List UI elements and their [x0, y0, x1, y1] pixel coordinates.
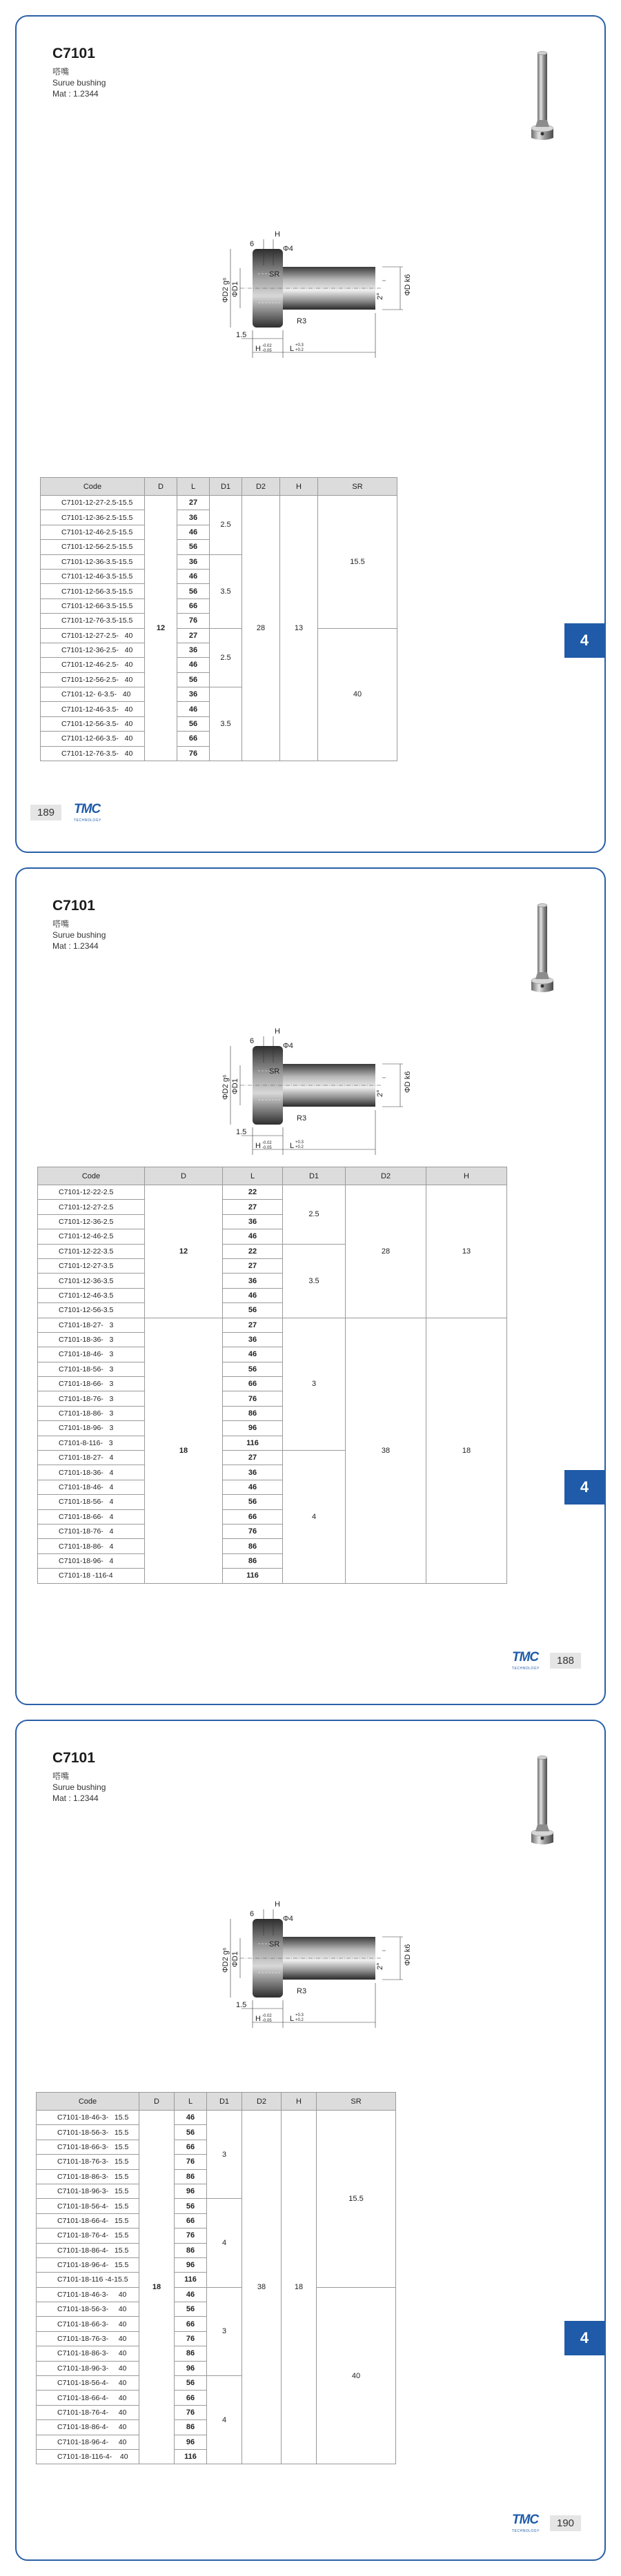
brand-logo: TMC TECHNOLOGY — [512, 1650, 540, 1671]
cell-l: 96 — [175, 2361, 207, 2375]
cell-code: C7101-12-46-3.5-15.5 — [41, 569, 145, 583]
product-name-en: Surue bushing — [52, 78, 106, 88]
cell-sr: 15.5 — [318, 496, 397, 629]
cell-code: C7101-18-116 -4-15.5 — [37, 2273, 139, 2287]
column-header-sr: SR — [317, 2093, 396, 2111]
cell-l: 56 — [175, 2376, 207, 2391]
column-header-h: H — [426, 1167, 507, 1185]
cell-l: 56 — [177, 540, 210, 554]
cell-code: C7101-12-22-2.5 — [38, 1185, 145, 1200]
cell-code: C7101-12-56-2.5- 40 — [41, 672, 145, 687]
cell-l: 27 — [223, 1451, 283, 1465]
cell-l: 56 — [175, 2125, 207, 2140]
cell-l: 36 — [223, 1465, 283, 1480]
cell-l: 66 — [223, 1377, 283, 1391]
column-header-l: L — [175, 2093, 207, 2111]
cell-l: 56 — [223, 1495, 283, 1509]
cell-d2: 28 — [346, 1185, 426, 1318]
cell-code: C7101-18-66-3- 40 — [37, 2317, 139, 2331]
cell-h: 13 — [426, 1185, 507, 1318]
table-row — [41, 496, 397, 510]
cell-code: C7101-12-27-2.5- 40 — [41, 628, 145, 643]
cell-l: 66 — [223, 1509, 283, 1524]
cell-sr: 40 — [318, 628, 397, 761]
cell-l: 86 — [175, 2243, 207, 2257]
cell-code: C7101-18-66-4- 40 — [37, 2391, 139, 2405]
catalog-page-190 — [15, 1720, 606, 2561]
cell-code: C7101-12-36-2.5- 40 — [41, 643, 145, 657]
cell-l: 46 — [223, 1480, 283, 1494]
cell-code: C7101-18-86-3- 15.5 — [37, 2169, 139, 2184]
column-header-d: D — [145, 478, 177, 496]
cell-d: 12 — [145, 1185, 223, 1318]
cell-d1: 4 — [207, 2376, 242, 2464]
catalog-page-188 — [15, 867, 606, 1705]
brand-logo: TMC TECHNOLOGY — [512, 2513, 540, 2533]
column-header-d1: D1 — [210, 478, 242, 496]
product-name-cn: 嗒嘴 — [52, 919, 70, 929]
cell-code: C7101-18-96-3- 15.5 — [37, 2184, 139, 2198]
cell-code: C7101-18-56-4- 15.5 — [37, 2199, 139, 2213]
product-name-en: Surue bushing — [52, 1782, 106, 1792]
column-header-code: Code — [41, 478, 145, 496]
cell-sr: 40 — [317, 2287, 396, 2464]
cell-code: C7101-18-86-4- 40 — [37, 2420, 139, 2435]
cell-code: C7101-18-96- 3 — [38, 1421, 145, 1436]
cell-code: C7101-18-76- 3 — [38, 1391, 145, 1406]
cell-code: C7101-18-27- 3 — [38, 1318, 145, 1332]
cell-code: C7101-18-66-4- 15.5 — [37, 2213, 139, 2228]
cell-l: 66 — [175, 2213, 207, 2228]
cell-l: 76 — [223, 1391, 283, 1406]
cell-l: 66 — [177, 598, 210, 613]
cell-l: 56 — [175, 2199, 207, 2213]
table-row — [37, 2111, 396, 2125]
column-header-sr: SR — [318, 478, 397, 496]
cell-code: C7101-12-27-2.5-15.5 — [41, 496, 145, 510]
table-row — [38, 1318, 507, 1332]
section-tab[interactable]: 4 — [564, 623, 604, 658]
cell-l: 22 — [223, 1244, 283, 1258]
cell-code: C7101-12-27-3.5 — [38, 1258, 145, 1273]
product-photo — [529, 1755, 556, 1859]
cell-l: 86 — [223, 1553, 283, 1568]
page-number: 189 — [30, 805, 61, 821]
cell-l: 46 — [175, 2111, 207, 2125]
cell-d2: 28 — [242, 496, 280, 761]
cell-d: 18 — [145, 1318, 223, 1583]
column-header-d2: D2 — [346, 1167, 426, 1185]
cell-code: C7101-12-46-3.5 — [38, 1288, 145, 1302]
cell-code: C7101-18-56- 3 — [38, 1362, 145, 1376]
cell-l: 46 — [177, 569, 210, 583]
product-material: Mat : 1.2344 — [52, 89, 99, 99]
page-number: 190 — [550, 2515, 581, 2531]
cell-d1: 3 — [207, 2287, 242, 2375]
cell-code: C7101-12-56-3.5- 40 — [41, 716, 145, 731]
cell-l: 36 — [223, 1332, 283, 1347]
cell-l: 116 — [175, 2273, 207, 2287]
cell-code: C7101-12- 6-3.5- 40 — [41, 687, 145, 702]
product-material: Mat : 1.2344 — [52, 1793, 99, 1803]
column-header-h: H — [282, 2093, 317, 2111]
cell-code: C7101-12-46-2.5 — [38, 1229, 145, 1244]
cell-code: C7101-18-56-3- 40 — [37, 2302, 139, 2317]
cell-code: C7101-18-56-4- 40 — [37, 2376, 139, 2391]
cell-d1: 4 — [207, 2199, 242, 2287]
cell-code: C7101-18-96-4- 40 — [37, 2435, 139, 2449]
cell-l: 96 — [175, 2257, 207, 2272]
cell-code: C7101-18-86- 4 — [38, 1539, 145, 1553]
cell-l: 27 — [223, 1200, 283, 1214]
table-row — [37, 2287, 396, 2302]
cell-code: C7101-18-76- 4 — [38, 1524, 145, 1538]
cell-l: 116 — [223, 1436, 283, 1450]
cell-l: 96 — [175, 2435, 207, 2449]
spec-table — [37, 1167, 507, 1584]
cell-l: 76 — [223, 1524, 283, 1538]
cell-d1: 3 — [207, 2111, 242, 2199]
cell-d1: 2.5 — [283, 1185, 346, 1245]
cell-code: C7101-18-66-3- 15.5 — [37, 2140, 139, 2154]
cell-l: 66 — [175, 2317, 207, 2331]
cell-h: 18 — [426, 1318, 507, 1583]
technical-drawing — [155, 199, 444, 382]
brand-logo: TMC TECHNOLOGY — [74, 802, 102, 823]
cell-code: C7101-12-36-2.5 — [38, 1214, 145, 1229]
cell-code: C7101-12-56-3.5 — [38, 1303, 145, 1318]
cell-l: 56 — [175, 2302, 207, 2317]
technical-drawing — [155, 996, 444, 1179]
cell-code: C7101-18-96-3- 40 — [37, 2361, 139, 2375]
spec-table — [40, 477, 397, 761]
product-photo — [529, 51, 556, 154]
cell-code: C7101-18-76-4- 40 — [37, 2405, 139, 2419]
cell-l: 36 — [223, 1214, 283, 1229]
cell-code: C7101-18-46-3- 40 — [37, 2287, 139, 2302]
cell-l: 86 — [175, 2420, 207, 2435]
column-header-h: H — [280, 478, 318, 496]
cell-l: 46 — [177, 525, 210, 539]
cell-code: C7101-12-46-3.5- 40 — [41, 702, 145, 716]
column-header-l: L — [223, 1167, 283, 1185]
cell-d2: 38 — [346, 1318, 426, 1583]
product-title: C7101 — [52, 46, 95, 61]
cell-code: C7101-18-76-3- 15.5 — [37, 2155, 139, 2169]
cell-code: C7101-12-27-2.5 — [38, 1200, 145, 1214]
cell-code: C7101-12-56-2.5-15.5 — [41, 540, 145, 554]
cell-d: 18 — [139, 2111, 175, 2464]
cell-code: C7101-18-116-4- 40 — [37, 2449, 139, 2464]
cell-l: 56 — [177, 716, 210, 731]
cell-l: 36 — [177, 643, 210, 657]
cell-l: 116 — [223, 1569, 283, 1583]
cell-code: C7101-12-76-3.5- 40 — [41, 746, 145, 761]
cell-d1: 2.5 — [210, 628, 242, 687]
product-photo — [529, 903, 556, 1007]
cell-d: 12 — [145, 496, 177, 761]
catalog-page-189 — [15, 15, 606, 853]
cell-l: 56 — [177, 672, 210, 687]
cell-l: 116 — [175, 2449, 207, 2464]
cell-h: 18 — [282, 2111, 317, 2464]
cell-code: C7101-18-56-3- 15.5 — [37, 2125, 139, 2140]
cell-l: 27 — [223, 1318, 283, 1332]
cell-code: C7101-18-56- 4 — [38, 1495, 145, 1509]
cell-l: 76 — [175, 2155, 207, 2169]
cell-d1: 3.5 — [210, 687, 242, 761]
column-header-d: D — [145, 1167, 223, 1185]
cell-l: 46 — [177, 702, 210, 716]
cell-code: C7101-12-22-3.5 — [38, 1244, 145, 1258]
column-header-code: Code — [37, 2093, 139, 2111]
cell-code: C7101-18 -116-4 — [38, 1569, 145, 1583]
cell-d1: 3 — [283, 1318, 346, 1451]
cell-l: 36 — [223, 1274, 283, 1288]
cell-code: C7101-18-66- 3 — [38, 1377, 145, 1391]
cell-d1: 4 — [283, 1451, 346, 1584]
column-header-d1: D1 — [283, 1167, 346, 1185]
cell-l: 76 — [175, 2405, 207, 2419]
cell-l: 86 — [223, 1406, 283, 1420]
cell-l: 36 — [177, 554, 210, 569]
product-name-en: Surue bushing — [52, 930, 106, 940]
cell-d2: 38 — [242, 2111, 282, 2464]
cell-l: 27 — [177, 496, 210, 510]
product-title: C7101 — [52, 898, 95, 914]
cell-code: C7101-18-46- 4 — [38, 1480, 145, 1494]
cell-l: 27 — [223, 1258, 283, 1273]
cell-l: 76 — [175, 2228, 207, 2243]
cell-code: C7101-18-96- 4 — [38, 1553, 145, 1568]
cell-code: C7101-12-66-3.5- 40 — [41, 732, 145, 746]
cell-l: 46 — [175, 2287, 207, 2302]
table-row — [38, 1185, 507, 1200]
cell-code: C7101-12-36-3.5-15.5 — [41, 554, 145, 569]
section-tab[interactable]: 4 — [564, 2321, 604, 2355]
page-number: 188 — [550, 1653, 581, 1669]
cell-l: 76 — [175, 2331, 207, 2346]
cell-sr: 15.5 — [317, 2111, 396, 2288]
spec-table — [36, 2092, 396, 2464]
cell-d1: 3.5 — [283, 1244, 346, 1318]
cell-code: C7101-12-76-3.5-15.5 — [41, 614, 145, 628]
cell-code: C7101-18-96-4- 15.5 — [37, 2257, 139, 2272]
technical-drawing — [155, 1869, 444, 2052]
cell-code: C7101-18-36- 3 — [38, 1332, 145, 1347]
column-header-d2: D2 — [242, 478, 280, 496]
cell-l: 76 — [177, 746, 210, 761]
cell-code: C7101-18-27- 4 — [38, 1451, 145, 1465]
cell-l: 66 — [177, 732, 210, 746]
cell-l: 46 — [223, 1347, 283, 1362]
cell-code: C7101-18-76-4- 15.5 — [37, 2228, 139, 2243]
cell-code: C7101-12-36-3.5 — [38, 1274, 145, 1288]
cell-code: C7101-12-36-2.5-15.5 — [41, 510, 145, 525]
cell-l: 96 — [175, 2184, 207, 2198]
cell-l: 27 — [177, 628, 210, 643]
cell-l: 86 — [175, 2346, 207, 2361]
cell-code: C7101-18-46- 3 — [38, 1347, 145, 1362]
cell-code: C7101-18-86- 3 — [38, 1406, 145, 1420]
cell-code: C7101-12-66-3.5-15.5 — [41, 598, 145, 613]
cell-l: 76 — [177, 614, 210, 628]
column-header-l: L — [177, 478, 210, 496]
column-header-d: D — [139, 2093, 175, 2111]
cell-code: C7101-18-36- 4 — [38, 1465, 145, 1480]
product-name-cn: 嗒嘴 — [52, 1771, 70, 1781]
cell-l: 36 — [177, 687, 210, 702]
column-header-code: Code — [38, 1167, 145, 1185]
product-name-cn: 嗒嘴 — [52, 67, 70, 77]
column-header-d2: D2 — [242, 2093, 282, 2111]
cell-l: 56 — [223, 1303, 283, 1318]
cell-d1: 3.5 — [210, 554, 242, 628]
cell-h: 13 — [280, 496, 318, 761]
cell-code: C7101-12-56-3.5-15.5 — [41, 584, 145, 598]
cell-code: C7101-18-76-3- 40 — [37, 2331, 139, 2346]
cell-l: 46 — [223, 1229, 283, 1244]
cell-l: 66 — [175, 2140, 207, 2154]
cell-l: 46 — [223, 1288, 283, 1302]
cell-l: 96 — [223, 1421, 283, 1436]
cell-l: 86 — [223, 1539, 283, 1553]
cell-l: 86 — [175, 2169, 207, 2184]
product-title: C7101 — [52, 1750, 95, 1766]
cell-l: 22 — [223, 1185, 283, 1200]
cell-l: 66 — [175, 2391, 207, 2405]
cell-code: C7101-18-46-3- 15.5 — [37, 2111, 139, 2125]
cell-l: 56 — [223, 1362, 283, 1376]
cell-code: C7101-12-46-2.5-15.5 — [41, 525, 145, 539]
section-tab[interactable]: 4 — [564, 1470, 604, 1505]
cell-code: C7101-8-116- 3 — [38, 1436, 145, 1450]
cell-l: 56 — [177, 584, 210, 598]
cell-code: C7101-18-86-3- 40 — [37, 2346, 139, 2361]
cell-code: C7101-18-66- 4 — [38, 1509, 145, 1524]
column-header-d1: D1 — [207, 2093, 242, 2111]
cell-l: 36 — [177, 510, 210, 525]
product-material: Mat : 1.2344 — [52, 941, 99, 951]
cell-code: C7101-18-86-4- 15.5 — [37, 2243, 139, 2257]
cell-code: C7101-12-46-2.5- 40 — [41, 658, 145, 672]
table-row — [41, 628, 397, 643]
cell-l: 46 — [177, 658, 210, 672]
cell-d1: 2.5 — [210, 496, 242, 555]
